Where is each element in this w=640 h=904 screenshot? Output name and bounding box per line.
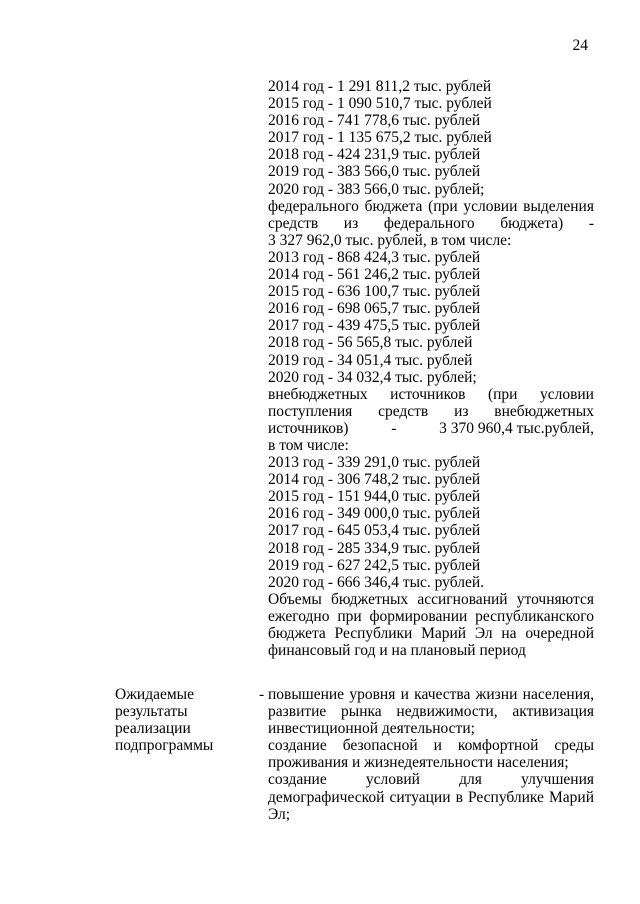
federal-year-2019: 2019 год - 34 051,4 тыс. рублей <box>268 351 473 369</box>
federal-word: федерального <box>383 214 475 232</box>
regional-year-2020: 2020 год - 383 566,0 тыс. рублей; <box>268 180 485 198</box>
expected-results-dash: - <box>259 686 265 703</box>
extrabudget-including: в том числе: <box>268 436 349 454</box>
expected-results-label-line: реализации <box>115 720 191 738</box>
expected-results-label <box>115 686 255 754</box>
expected-results-label-line: Ожидаемые <box>115 686 194 703</box>
extrabudget-heading-line3 <box>268 420 594 437</box>
extrabudget-year-2017: 2017 год - 645 053,4 тыс. рублей <box>268 522 481 540</box>
regional-year-2018: 2018 год - 424 231,9 тыс. рублей <box>268 146 481 164</box>
expected-results-content <box>268 686 594 823</box>
extrabudget-heading-line2 <box>268 403 594 420</box>
page-number: 24 <box>572 37 588 54</box>
expected-results-label-line: подпрограммы <box>115 737 214 755</box>
expected-result-item: создание условий для улучшения демографической ситуации в Республике Марий Эл; <box>268 771 594 823</box>
extrabudget-year-2016: 2016 год - 349 000,0 тыс. рублей <box>268 505 481 523</box>
extrabudget-word: внебюджетных <box>268 385 368 403</box>
federal-total: 3 327 962,0 тыс. рублей, в том числе: <box>268 231 512 249</box>
federal-year-2017: 2017 год - 439 475,5 тыс. рублей <box>268 317 481 335</box>
federal-year-2014: 2014 год - 561 246,2 тыс. рублей <box>268 266 481 284</box>
regional-year-2014: 2014 год - 1 291 811,2 тыс. рублей <box>268 78 492 95</box>
extrabudget-word: поступления <box>268 402 353 420</box>
federal-dash: - <box>588 214 594 232</box>
federal-year-2016: 2016 год - 698 065,7 тыс. рублей <box>268 300 481 318</box>
extrabudget-year-2013: 2013 год - 339 291,0 тыс. рублей <box>268 454 481 472</box>
extrabudget-word: источников) <box>268 419 349 437</box>
funding-note: Объемы бюджетных ассигнований уточняются ежегодно при формировании республиканского бюджета Республики Марий Эл на очередной финансовый год и на плановый период <box>268 590 594 660</box>
federal-year-2015: 2015 год - 636 100,7 тыс. рублей <box>268 283 481 301</box>
expected-result-item: создание безопасной и комфортной среды проживания и жизнедеятельности населения; <box>268 737 594 772</box>
federal-year-2020: 2020 год - 34 032,4 тыс. рублей; <box>268 368 477 386</box>
regional-year-2019: 2019 год - 383 566,0 тыс. рублей <box>268 163 481 181</box>
extrabudget-word: из <box>454 402 469 420</box>
federal-word: бюджета) <box>500 214 564 232</box>
expected-result-item: повышение уровня и качества жизни населения, развитие рынка недвижимости, активизация инвестиционной деятельности; <box>268 686 594 738</box>
extrabudget-word: (при <box>487 385 518 403</box>
extrabudget-word: условии <box>539 385 594 403</box>
federal-year-2018: 2018 год - 56 565,8 тыс. рублей <box>268 334 473 352</box>
federal-year-2013: 2013 год - 868 424,3 тыс. рублей <box>268 248 481 266</box>
extrabudget-word: источников <box>390 385 466 403</box>
extrabudget-word: внебюджетных <box>494 402 594 420</box>
extrabudget-year-2020: 2020 год - 666 346,4 тыс. рублей. <box>268 573 485 591</box>
regional-year-2015: 2015 год - 1 090 510,7 тыс. рублей <box>268 95 492 113</box>
extrabudget-year-2018: 2018 год - 285 334,9 тыс. рублей <box>268 539 481 557</box>
extrabudget-dash: - <box>391 419 397 437</box>
extrabudget-word: средств <box>378 402 429 420</box>
extrabudget-year-2015: 2015 год - 151 944,0 тыс. рублей <box>268 488 481 506</box>
extrabudget-year-2014: 2014 год - 306 748,2 тыс. рублей <box>268 471 481 489</box>
federal-word: средств <box>268 214 319 232</box>
federal-heading-line2 <box>268 215 594 232</box>
regional-year-2016: 2016 год - 741 778,6 тыс. рублей <box>268 112 481 130</box>
federal-heading: федерального бюджета (при условии выделения <box>268 197 594 215</box>
extrabudget-year-2019: 2019 год - 627 242,5 тыс. рублей <box>268 556 481 574</box>
extrabudget-total: 3 370 960,4 тыс.рублей, <box>439 419 594 437</box>
funding-block <box>268 78 594 659</box>
federal-word: из <box>343 214 359 232</box>
regional-year-2017: 2017 год - 1 135 675,2 тыс. рублей <box>268 129 492 147</box>
expected-results-label-line: результаты <box>115 703 188 721</box>
extrabudget-heading-line1 <box>268 386 594 403</box>
